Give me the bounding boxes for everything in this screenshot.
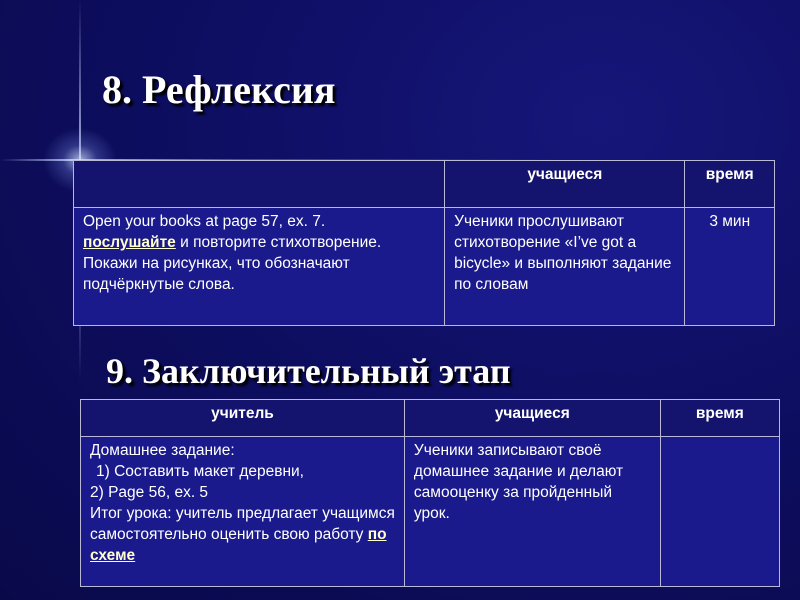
reflection-table-row bbox=[74, 208, 775, 326]
reflection-teacher-cell bbox=[74, 208, 445, 326]
final-students-cell: Ученики записывают своё домашнее задание и делают самооценку за пройденный урок. bbox=[404, 437, 660, 587]
final-stage-table bbox=[80, 399, 780, 587]
final-teacher-cell bbox=[81, 437, 405, 587]
final-header-teacher: учитель bbox=[81, 400, 405, 437]
scheme-link[interactable]: по схеме bbox=[90, 526, 387, 564]
final-table-row bbox=[81, 437, 780, 587]
reflection-header-time: время bbox=[685, 161, 775, 208]
reflection-header-students: учащиеся bbox=[445, 161, 685, 208]
final-time-cell bbox=[660, 437, 779, 587]
reflection-teacher-rest: и повторите стихотворение. Покажи на рисунках, что обозначают подчёркнутые слова. bbox=[83, 234, 382, 293]
listen-link[interactable]: послушайте bbox=[83, 234, 176, 251]
section-title-reflection: 8. Рефлексия bbox=[102, 67, 336, 112]
lesson-summary-text: Итог урока: учитель предлагает учащимся самостоятельно оценить свою работу bbox=[90, 505, 395, 543]
reflection-table-header-row bbox=[74, 161, 775, 208]
final-table-header-row bbox=[81, 400, 780, 437]
final-header-students: учащиеся bbox=[404, 400, 660, 437]
homework-item-2: 2) Page 56, ex. 5 bbox=[90, 484, 209, 501]
reflection-table bbox=[73, 160, 775, 326]
homework-label: Домашнее задание: bbox=[90, 442, 235, 459]
reflection-time-cell: 3 мин bbox=[685, 208, 775, 326]
reflection-header-teacher bbox=[74, 161, 445, 208]
final-header-time: время bbox=[660, 400, 779, 437]
reflection-students-cell: Ученики прослушивают стихотворение «I’ve got a bicycle» и выполняют задание по словам bbox=[445, 208, 685, 326]
section-title-final-stage: 9. Заключительный этап bbox=[106, 351, 511, 391]
reflection-teacher-prefix: Open your books at page 57, ex. 7. bbox=[83, 213, 326, 230]
homework-item-1: 1) Составить макет деревни, bbox=[96, 463, 304, 480]
